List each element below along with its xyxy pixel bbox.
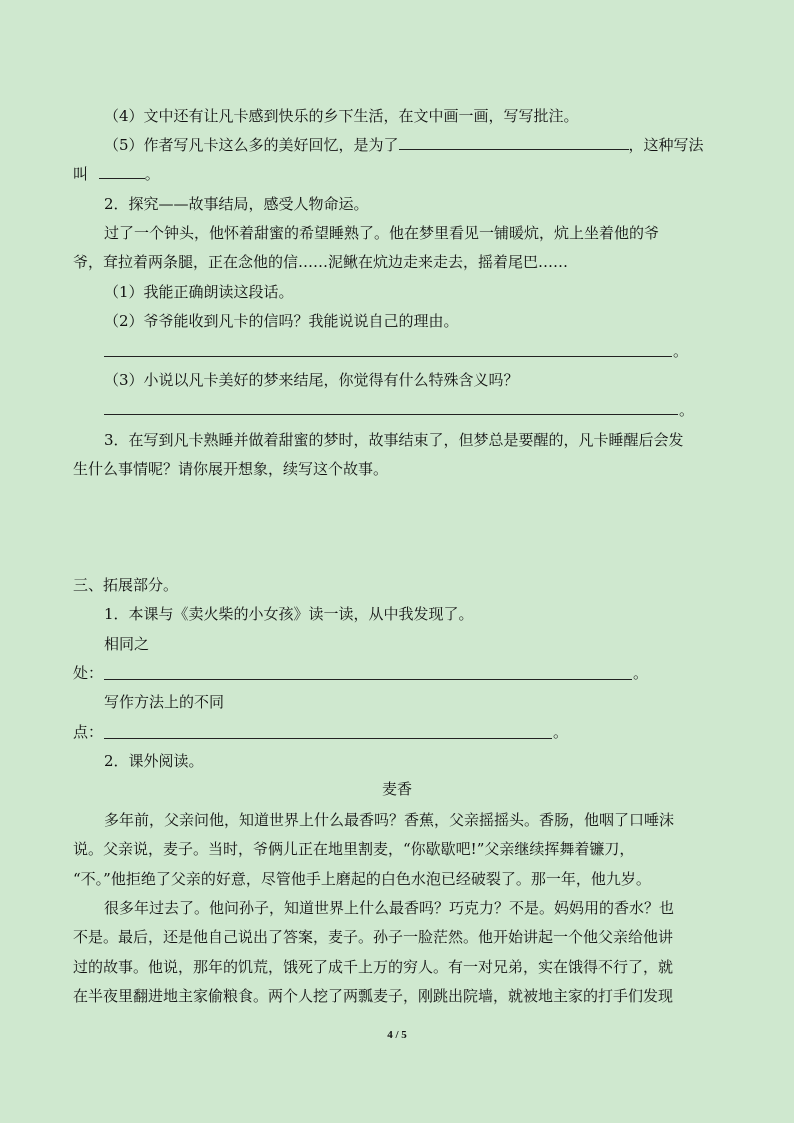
- sub2-end: 。: [673, 342, 689, 360]
- sub1-line: （1）我能正确朗读这段话。: [104, 283, 294, 301]
- item2-heading: 2．探究——故事结局，感受人物命运。: [104, 195, 369, 213]
- sub2-line: （2）爷爷能收到凡卡的信吗？我能说说自己的理由。: [104, 312, 459, 330]
- item3-line1: 3．在写到凡卡熟睡并做着甜蜜的梦时，故事结束了，但梦总是要醒的，凡卡睡醒后会发: [104, 431, 684, 449]
- q5-method-blank[interactable]: [99, 164, 145, 179]
- q5-line2-prefix: 叫: [73, 165, 89, 183]
- q5-answer-blank[interactable]: [399, 135, 629, 150]
- same-end: 。: [633, 664, 649, 682]
- story-line-7: 在半夜里翻进地主家偷粮食。两个人挖了两瓢麦子，刚跳出院墙，就被地主家的打手们发现: [73, 987, 674, 1005]
- q5-line2: [73, 164, 160, 184]
- story-line-3: “不。”他拒绝了父亲的好意，尽管他手上磨起的白色水泡已经破裂了。那一年，他九岁。: [73, 870, 651, 888]
- section3-item1: 1．本课与《卖火柴的小女孩》读一读，从中我发现了。: [104, 605, 474, 623]
- story-line-1: 多年前，父亲问他，知道世界上什么最香吗？香蕉，父亲摇摇头。香肠，他咽了口唾沫: [104, 811, 675, 829]
- page-number: 4 / 5: [387, 1029, 407, 1041]
- story-line-4: 很多年过去了。他问孙子，知道世界上什么最香吗？巧克力？不是。妈妈用的香水？也: [104, 899, 675, 917]
- passage-line2: 爷，耷拉着两条腿，正在念他的信……泥鳅在炕边走来走去，摇着尾巴……: [73, 253, 569, 271]
- sub2-answer-blank[interactable]: [104, 356, 672, 357]
- same-line2-prefix: 处：: [73, 664, 104, 682]
- passage-line1: 过了一个钟头，他怀着甜蜜的希望睡熟了。他在梦里看见一铺暖炕，炕上坐着他的爷: [104, 224, 660, 242]
- diff-end: 。: [553, 723, 569, 741]
- q5-line2-suffix: 。: [144, 165, 160, 183]
- same-answer-blank[interactable]: [104, 679, 632, 680]
- diff-answer-blank[interactable]: [104, 738, 552, 739]
- section3-item2: 2．课外阅读。: [104, 752, 204, 770]
- story-line-6: 过的故事。他说，那年的饥荒，饿死了成千上万的穷人。有一对兄弟，实在饿得不行了，就: [73, 958, 674, 976]
- q5-line1: [104, 135, 704, 155]
- sub3-end: 。: [679, 401, 695, 419]
- sub3-answer-blank[interactable]: [104, 414, 678, 415]
- q5-prefix: （5）作者写凡卡这么多的美好回忆，是为了: [104, 136, 399, 154]
- story-line-5: 不是。最后，还是他自己说出了答案，麦子。孙子一脸茫然。他开始讲起一个他父亲给他讲: [73, 928, 674, 946]
- diff-line2-prefix: 点：: [73, 723, 104, 741]
- item3-line2: 生什么事情呢？请你展开想象，续写这个故事。: [73, 460, 389, 478]
- sub3-line: （3）小说以凡卡美好的梦来结尾，你觉得有什么特殊含义吗？: [104, 371, 519, 389]
- section3-heading: 三、拓展部分。: [73, 576, 179, 594]
- diff-line1: 写作方法上的不同: [104, 693, 225, 711]
- story-title: 麦香: [381, 780, 412, 798]
- q4-line: （4）文中还有让凡卡感到快乐的乡下生活，在文中画一画，写写批注。: [104, 107, 579, 125]
- story-line-2: 说。父亲说，麦子。当时，爷俩儿正在地里割麦，“你歇歇吧!”父亲继续挥舞着镰刀，: [73, 840, 635, 858]
- q5-suffix: ，这种写法: [628, 136, 704, 154]
- same-line1: 相同之: [104, 635, 150, 653]
